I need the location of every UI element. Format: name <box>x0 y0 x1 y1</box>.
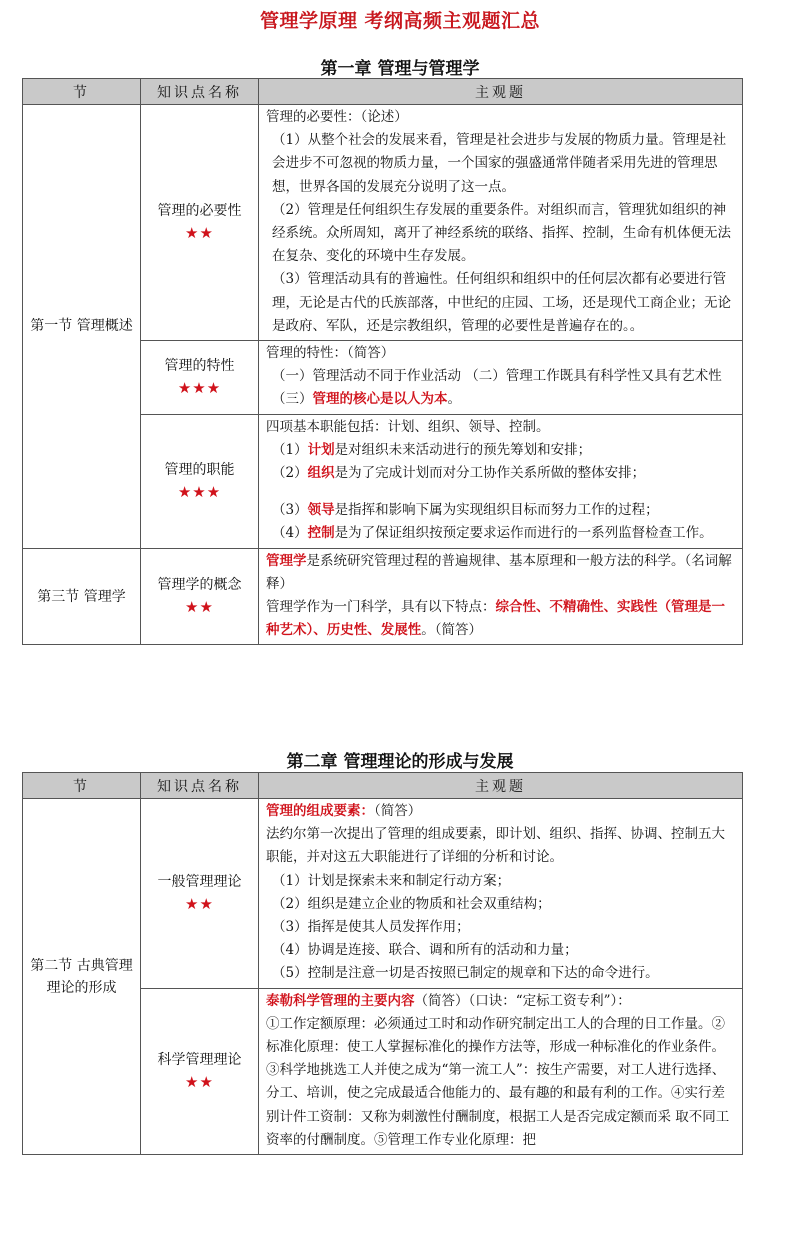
content-line <box>266 522 737 545</box>
header-knowledge: 知识点名称 <box>141 79 259 105</box>
highlight-text: 管理的组成要素： <box>266 803 374 819</box>
content-text: 是指挥和影响下属为实现组织目标而努力工作的过程； <box>334 502 659 519</box>
content-text: 是对组织未来活动进行的预先筹划和安排； <box>334 441 592 458</box>
content-text: 是为了完成计划而对分工协作关系所做的整体安排； <box>334 465 646 482</box>
chapter-2-table <box>22 772 743 1155</box>
highlight-text: 组织 <box>307 465 335 482</box>
table-row <box>23 105 743 341</box>
content-line: （3）管理活动具有的普遍性。任何组织和组织中的任何层次都有必要进行管理，无论是古代的氏族部落，中世纪的庄园、工场，还是现代工商企业；无论是政府、军队，还是宗教组织，管理的必要性是普遍存在的。。 <box>272 271 731 334</box>
highlight-text: 泰勒科学管理的主要内容 <box>266 992 415 1009</box>
content-line <box>266 800 737 823</box>
highlight-text: 管理的核心是以人为本 <box>312 391 448 408</box>
knowledge-label: 管理的必要性 <box>157 203 242 220</box>
knowledge-cell <box>141 988 259 1154</box>
table-header-row <box>23 773 743 799</box>
table-header-row <box>23 79 743 105</box>
knowledge-cell <box>141 548 259 645</box>
header-knowledge: 知识点名称 <box>141 773 259 799</box>
content-text: 管理学作为一门科学，具有以下特点： <box>266 599 496 616</box>
importance-stars: ★★ <box>185 894 214 913</box>
header-section: 节 <box>23 773 141 799</box>
content-line: （4）协调是连接、联合、调和所有的活动和力量； <box>272 942 578 959</box>
document-title: 管理学原理 考纲高频主观题汇总 <box>259 10 541 32</box>
content-line: 管理的必要性：（论述） <box>266 109 408 125</box>
content-line: （3）指挥是使其人员发挥作用； <box>272 919 470 936</box>
content-line <box>266 462 737 485</box>
content-line <box>266 499 737 522</box>
content-line <box>266 990 737 1013</box>
content-text: 是为了保证组织按预定要求运作而进行的一系列监督检查工作。 <box>334 525 713 542</box>
content-text: （3） <box>272 502 308 519</box>
highlight-text: 控制 <box>307 525 335 542</box>
content-cell <box>259 341 743 415</box>
content-text: （4） <box>272 525 308 542</box>
content-text: （1） <box>272 441 308 458</box>
content-line <box>266 439 737 462</box>
knowledge-label: 管理的特性 <box>164 357 235 374</box>
highlight-text: 综合性、不精确性、实践性（管理是一种艺术）、历史性、发展性 <box>266 599 725 639</box>
content-line: （1）计划是探索未来和制定行动方案； <box>272 872 511 889</box>
content-line: （1）从整个社会的发展来看，管理是社会进步与发展的物质力量。管理是社会进步不可忽视的物质力量，一个国家的强盛通常伴随者采用先进的管理思想，世界各国的发展充分说明了这一点。 <box>272 132 727 195</box>
header-content: 主观题 <box>259 773 743 799</box>
content-line: 四项基本职能包括：计划、组织、领导、控制。 <box>266 418 550 435</box>
chapter-2-title: 第二章 管理理论的形成与发展 <box>286 752 514 772</box>
content-line <box>266 550 737 596</box>
importance-stars: ★★★ <box>177 482 222 501</box>
content-line <box>266 365 737 411</box>
importance-stars: ★★★ <box>177 378 222 397</box>
table-row <box>23 799 743 989</box>
importance-stars: ★★ <box>185 224 214 243</box>
content-line: （5）控制是注意一切是否按照已制定的规章和下达的命令进行。 <box>272 965 659 982</box>
content-text: （简答） <box>374 803 422 819</box>
highlight-text: 管理学 <box>266 552 307 569</box>
header-content: 主观题 <box>259 79 743 105</box>
content-cell <box>259 988 743 1154</box>
content-cell <box>259 105 743 341</box>
highlight-text: 计划 <box>307 441 335 458</box>
knowledge-label: 一般管理理论 <box>157 873 242 890</box>
knowledge-label: 科学管理理论 <box>157 1051 242 1068</box>
knowledge-label: 管理的职能 <box>164 461 235 478</box>
header-section: 节 <box>23 79 141 105</box>
content-cell <box>259 414 743 548</box>
content-text: 是系统研究管理过程的普遍规律、基本原理和一般方法的科学。（名词解释） <box>266 552 732 592</box>
content-text: 。（简答） <box>421 622 482 639</box>
importance-stars: ★★ <box>185 1072 214 1091</box>
section-cell: 第一节 管理概述 <box>23 105 141 549</box>
content-cell <box>259 799 743 989</box>
knowledge-cell <box>141 414 259 548</box>
content-line: （2）管理是任何组织生存发展的重要条件。对组织而言，管理犹如组织的神经系统。众所周知，离开了神经系统的联络、指挥、控制，生命有机体便无法在复杂、变化的环境中生存发展。 <box>272 201 731 265</box>
content-text: （简答）（口诀：“定标工资专利”）： <box>414 992 631 1009</box>
content-line: （2）组织是建立企业的物质和社会双重结构； <box>272 895 551 912</box>
knowledge-cell <box>141 799 259 989</box>
knowledge-cell <box>141 341 259 415</box>
content-line: 法约尔第一次提出了管理的组成要素，即计划、组织、指挥、协调、控制五大职能，并对这五大职能进行了详细的分析和讨论。 <box>266 826 725 866</box>
content-text: （2） <box>272 465 308 482</box>
importance-stars: ★★ <box>185 598 214 617</box>
content-line <box>266 596 737 642</box>
highlight-text: 领导 <box>307 502 335 519</box>
content-line: ①工作定额原理：必须通过工时和动作研究制定出工人的合理的日工作量。②标准化原理：使工人掌握标准化的操作方法等，形成一种标准化的作业条件。③科学地挑选工人并使之成为“第一流工人”：按生产需要，对工人进行选择、分工、培训，使之完成最适合他能力的、最有趣的和最有利的工作。④实行差别计件工资制：又称为刺激性付酬制度，根据工人是否完成定额而采 取不同工资率的付酬制度。⑤管理工作专业化原理：把 <box>266 1015 730 1148</box>
knowledge-label: 管理学的概念 <box>157 577 242 594</box>
table-row <box>23 548 743 645</box>
chapter-1-title: 第一章 管理与管理学 <box>320 59 480 79</box>
content-text: （一）管理活动不同于作业活动 （二）管理工作既具有科学性又具有艺术性 （三） <box>272 368 722 408</box>
content-line: 管理的特性：（简答） <box>266 345 395 362</box>
knowledge-cell <box>141 105 259 341</box>
section-cell: 第三节 管理学 <box>23 548 141 645</box>
content-cell <box>259 548 743 645</box>
section-cell: 第二节 古典管理理论的形成 <box>23 799 141 1155</box>
chapter-1-table <box>22 78 743 645</box>
content-text: 。 <box>447 391 461 408</box>
